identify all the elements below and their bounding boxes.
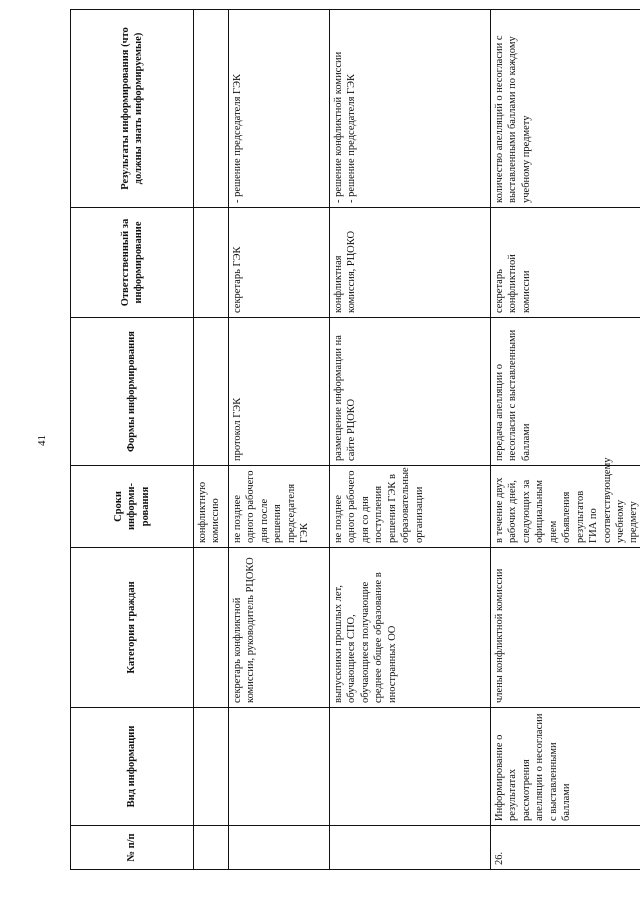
- cell-type: Информирование о результатах рассмотрения апелляции о несогласии с выставленными баллами: [491, 708, 640, 826]
- cell-results: [194, 10, 229, 208]
- cell-type: [229, 708, 330, 826]
- cell-responsible: [194, 208, 229, 318]
- header-responsible: Ответственный за информирование: [71, 208, 194, 318]
- page-number: 41: [36, 435, 48, 446]
- cell-category: [194, 548, 229, 708]
- header-forms: Формы информирования: [71, 318, 194, 466]
- cell-terms: не позднее одного рабочего дня со дня поступления решения ГЭК в образовательные организации: [330, 466, 491, 548]
- cell-responsible: секретарь конфликтной комиссии: [491, 208, 640, 318]
- cell-num: [229, 826, 330, 870]
- information-table: [70, 9, 640, 870]
- header-num: № п/п: [71, 826, 194, 870]
- header-results: Результаты информирования (что должны знать информируемые): [71, 10, 194, 208]
- cell-results: - решение председателя ГЭК: [229, 10, 330, 208]
- table-row: [330, 10, 491, 870]
- table-row: [491, 10, 640, 870]
- cell-results: количество апелляций о несогласии с выставленными баллами по каждому учебному предмету: [491, 10, 640, 208]
- cell-forms: протокол ГЭК: [229, 318, 330, 466]
- cell-type: [330, 708, 491, 826]
- cell-num: [330, 826, 491, 870]
- table-row: [194, 10, 229, 870]
- cell-forms: размещение информации на сайте РЦОКО: [330, 318, 491, 466]
- cell-category: выпускники прошлых лет, обучающиеся СПО, обучающиеся получающие среднее общее образование в иностранных ОО: [330, 548, 491, 708]
- cell-responsible: конфликтная комиссия, РЦОКО: [330, 208, 491, 318]
- header-row: [71, 10, 194, 870]
- cell-terms: не позднее одного рабочего дня после решения председателя ГЭК: [229, 466, 330, 548]
- cell-category: секретарь конфликтной комиссии, руководитель РЦОКО: [229, 548, 330, 708]
- header-terms: Сроки информи-рования: [71, 466, 194, 548]
- cell-responsible: секретарь ГЭК: [229, 208, 330, 318]
- header-type: Вид информации: [71, 708, 194, 826]
- cell-num: 26.: [491, 826, 640, 870]
- cell-terms: в течение двух рабочих дней, следующих за официальным днем объявления результатов ГИА по соответствующему учебному предмету: [491, 466, 640, 548]
- cell-terms: конфликтную комиссию: [194, 466, 229, 548]
- header-category: Категория граждан: [71, 548, 194, 708]
- cell-forms: передача апелляции о несогласии с выставленными баллами: [491, 318, 640, 466]
- cell-category: члены конфликтной комиссии: [491, 548, 640, 708]
- cell-forms: [194, 318, 229, 466]
- cell-type: [194, 708, 229, 826]
- table-row: [229, 10, 330, 870]
- rotated-table-wrapper: [70, 10, 640, 870]
- cell-num: [194, 826, 229, 870]
- cell-results: - решение конфликтной комиссии - решение председателя ГЭК: [330, 10, 491, 208]
